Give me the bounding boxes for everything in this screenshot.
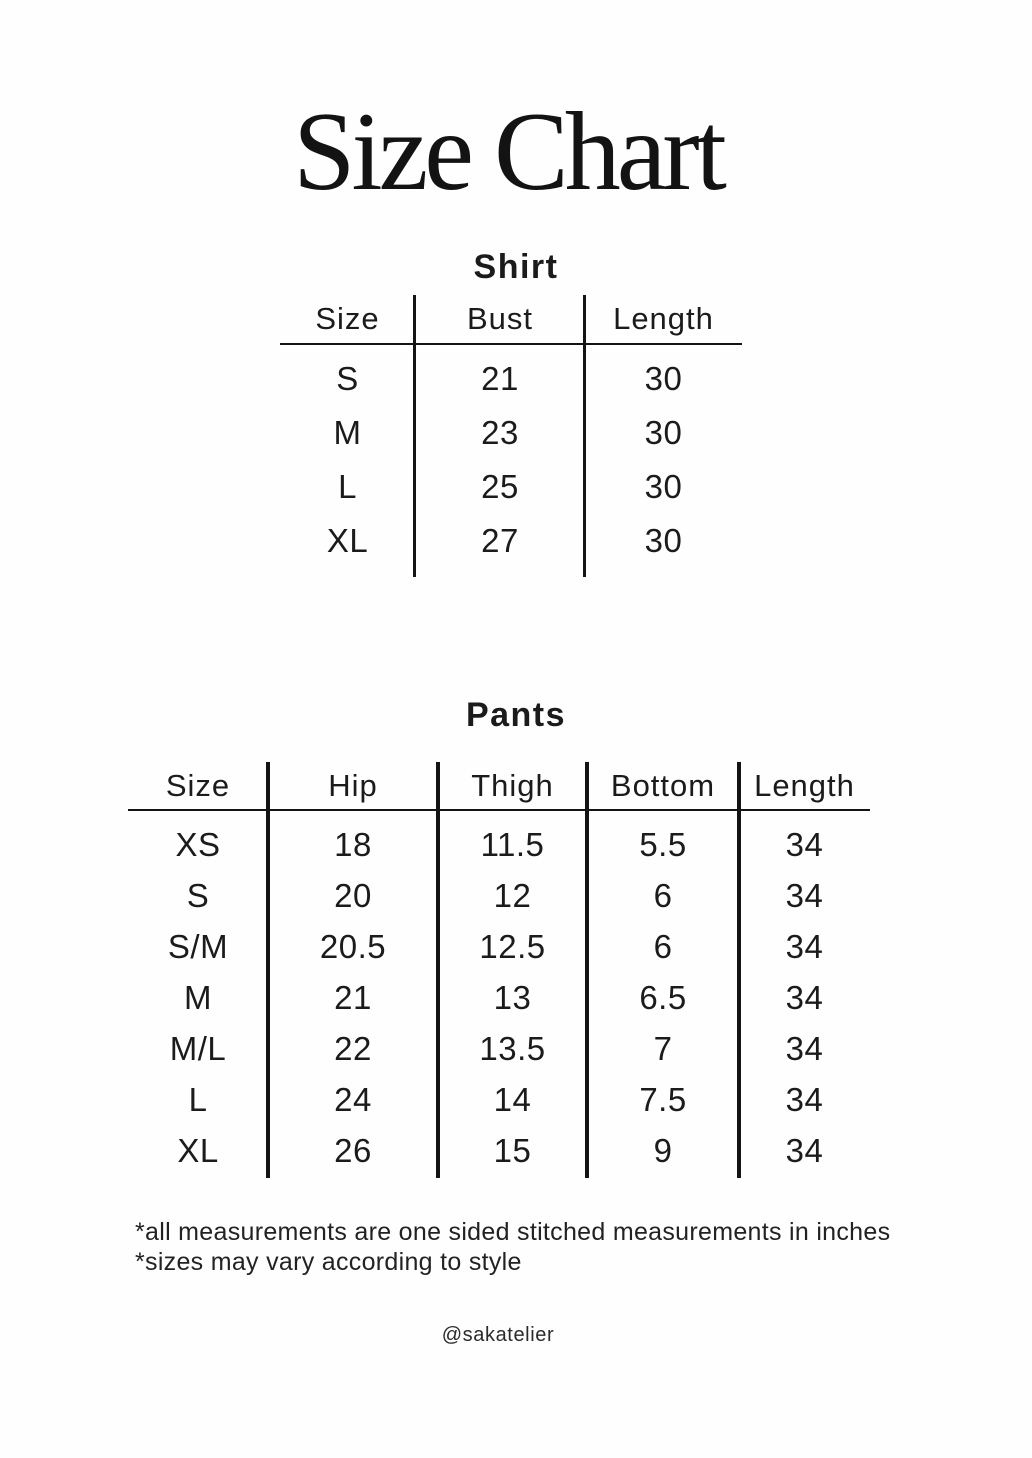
table-cell: M [184, 978, 212, 1016]
table-cell: 20 [334, 876, 372, 914]
shirt-section-title: Shirt [473, 248, 559, 286]
table-cell: 34 [785, 1029, 824, 1067]
pants-col-header-length: Length [754, 767, 855, 803]
table-cell: 34 [785, 825, 824, 863]
table-row [128, 819, 870, 870]
table-cell: 7 [653, 1029, 673, 1067]
table-cell: 9 [653, 1131, 673, 1169]
table-cell: 6.5 [639, 978, 687, 1016]
pants-header-row [128, 762, 870, 809]
table-cell: XS [175, 825, 221, 863]
table-cell: 12 [493, 876, 532, 914]
table-cell: 5.5 [639, 825, 687, 863]
table-row [128, 921, 870, 972]
pants-col-header-hip: Hip [328, 767, 378, 803]
pants-column-divider-4 [737, 762, 741, 1178]
shirt-column-divider-1 [413, 295, 416, 577]
pants-section-title: Pants [465, 696, 567, 734]
pants-column-divider-1 [266, 762, 270, 1178]
table-cell: L [338, 468, 357, 505]
pants-col-header-thigh: Thigh [471, 767, 554, 803]
shirt-header-rule [280, 343, 742, 345]
table-row [280, 352, 742, 406]
table-row [280, 460, 742, 514]
table-cell: 6 [653, 876, 673, 914]
table-cell: 22 [334, 1029, 372, 1067]
table-row [128, 870, 870, 921]
shirt-col-header-bust: Bust [466, 301, 534, 336]
table-cell: 34 [785, 978, 824, 1016]
table-cell: 27 [481, 522, 519, 559]
table-row [280, 406, 742, 460]
table-cell: XL [177, 1131, 219, 1169]
table-cell: 30 [644, 468, 683, 505]
pants-table [128, 762, 870, 1178]
page-title: Size Chart [293, 90, 723, 214]
table-cell: 34 [785, 1131, 824, 1169]
table-cell: XL [326, 522, 369, 559]
pants-col-header-bottom: Bottom [610, 767, 716, 803]
pants-col-header-size: Size [165, 767, 231, 803]
pants-header-rule [128, 809, 870, 811]
table-cell: 30 [644, 522, 683, 559]
table-cell: 14 [493, 1080, 532, 1118]
footnote-measurements: *all measurements are one sided stitched measurements in inches [135, 1218, 891, 1246]
table-cell: M/L [169, 1029, 227, 1067]
table-cell: L [188, 1080, 208, 1118]
shirt-column-divider-2 [583, 295, 586, 577]
table-cell: 21 [334, 978, 372, 1016]
table-cell: 6 [653, 927, 673, 965]
pants-table-body [128, 809, 870, 1176]
table-cell: 30 [644, 414, 683, 451]
table-cell: 25 [481, 468, 519, 505]
shirt-table [280, 295, 742, 577]
table-cell: 11.5 [480, 825, 545, 863]
table-cell: 34 [785, 876, 824, 914]
shirt-table-body [280, 343, 742, 568]
table-cell: S [186, 876, 210, 914]
brand-handle: @sakatelier [441, 1324, 555, 1346]
table-row [128, 1074, 870, 1125]
table-row [128, 1023, 870, 1074]
table-cell: 18 [334, 825, 372, 863]
shirt-col-header-length: Length [613, 301, 714, 336]
shirt-col-header-size: Size [315, 301, 380, 336]
pants-column-divider-2 [436, 762, 440, 1178]
shirt-header-row [280, 295, 742, 343]
pants-column-divider-3 [585, 762, 589, 1178]
table-cell: 7.5 [639, 1080, 687, 1118]
table-row [128, 1125, 870, 1176]
table-cell: 21 [481, 360, 519, 397]
table-cell: 30 [644, 360, 683, 397]
table-cell: 12.5 [479, 927, 546, 965]
table-row [280, 514, 742, 568]
footnote-sizes: *sizes may vary according to style [135, 1248, 522, 1276]
table-cell: 26 [334, 1131, 372, 1169]
table-cell: S/M [167, 927, 229, 965]
table-cell: S [336, 360, 359, 397]
table-cell: 24 [334, 1080, 372, 1118]
table-cell: 34 [785, 1080, 824, 1118]
footnotes [135, 1217, 890, 1277]
table-cell: M [333, 414, 362, 451]
table-cell: 23 [481, 414, 519, 451]
table-row [128, 972, 870, 1023]
table-cell: 13 [493, 978, 532, 1016]
table-cell: 15 [493, 1131, 532, 1169]
table-cell: 13.5 [479, 1029, 546, 1067]
table-cell: 34 [785, 927, 824, 965]
table-cell: 20.5 [319, 927, 387, 965]
